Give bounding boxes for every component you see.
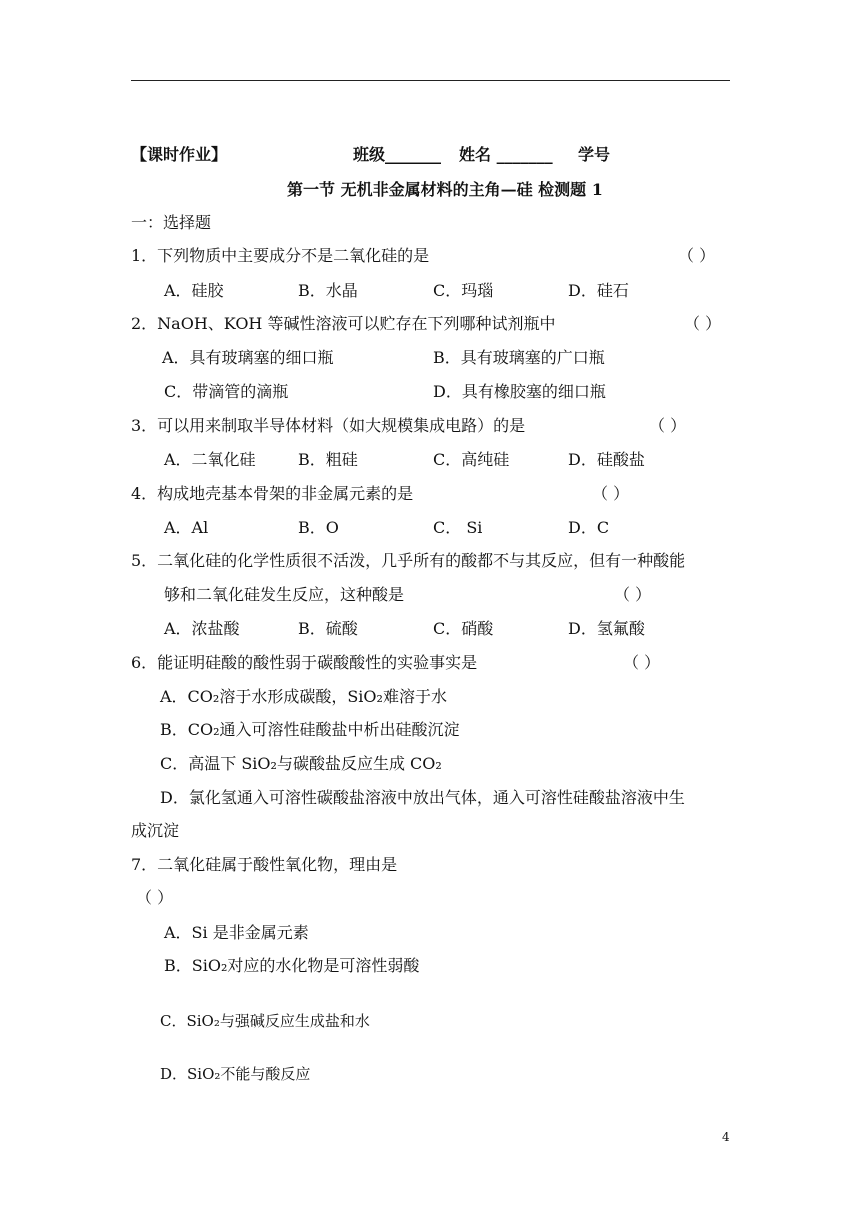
q6-option-a: A．CO₂溶于水形成碳酸，SiO₂难溶于水 (160, 687, 447, 706)
question-7-stem: 7．二氧化硅属于酸性氧化物，理由是 (131, 855, 398, 874)
section-heading: 一：选择题 (131, 213, 212, 232)
q1-option-d: D．硅石 (568, 281, 629, 300)
page-number: 4 (722, 1130, 730, 1144)
question-1-stem: 1．下列物质中主要成分不是二氧化硅的是 (131, 246, 430, 265)
answer-bracket: （ ） (678, 246, 716, 265)
q3-option-b: B．粗硅 (298, 450, 358, 469)
q4-option-c: C． Si (433, 518, 483, 537)
name-field: 姓名 _______ (459, 145, 553, 164)
q4-option-a: A．Al (164, 518, 209, 537)
q2-option-a: A．具有玻璃塞的细口瓶 (162, 348, 334, 367)
q3-option-a: A．二氧化硅 (164, 450, 256, 469)
q5-option-b: B．硫酸 (298, 619, 358, 638)
answer-bracket: （ ） (592, 484, 630, 503)
q6-option-c: C．高温下 SiO₂与碳酸盐反应生成 CO₂ (160, 754, 442, 773)
answer-bracket: （ ） (649, 416, 687, 435)
question-6-stem: 6．能证明硅酸的酸性弱于碳酸酸性的实验事实是 (131, 653, 478, 672)
page-title: 第一节 无机非金属材料的主角—硅 检测题 1 (287, 180, 603, 199)
q7-option-a: A．Si 是非金属元素 (164, 923, 309, 942)
q7-option-d: D．SiO₂不能与酸反应 (160, 1065, 311, 1083)
q5-option-c: C．硝酸 (433, 619, 494, 638)
question-5-stem-cont: 够和二氧化硅发生反应，这种酸是 (164, 585, 405, 604)
q6-option-d: D．氯化氢通入可溶性碳酸盐溶液中放出气体，通入可溶性硅酸盐溶液中生 (160, 788, 685, 807)
question-3-stem: 3．可以用来制取半导体材料（如大规模集成电路）的是 (131, 416, 526, 435)
q5-option-a: A．浓盐酸 (164, 619, 240, 638)
q3-option-c: C．高纯硅 (433, 450, 510, 469)
class-field: 班级_______ (353, 145, 442, 164)
q1-option-b: B．水晶 (298, 281, 358, 300)
header-rule (131, 80, 730, 81)
q1-option-c: C．玛瑙 (433, 281, 494, 300)
q7-option-b: B．SiO₂对应的水化物是可溶性弱酸 (164, 956, 420, 975)
answer-bracket: （ ） (136, 888, 174, 907)
q2-option-b: B．具有玻璃塞的广口瓶 (433, 348, 605, 367)
q5-option-d: D．氢氟酸 (568, 619, 645, 638)
q6-option-b: B．CO₂通入可溶性硅酸盐中析出硅酸沉淀 (160, 720, 460, 739)
q2-option-c: C．带滴管的滴瓶 (164, 382, 289, 401)
answer-bracket: （ ） (623, 653, 661, 672)
q6-option-d-cont: 成沉淀 (131, 821, 180, 840)
q2-option-d: D．具有橡胶塞的细口瓶 (433, 382, 606, 401)
question-5-stem: 5．二氧化硅的化学性质很不活泼，几乎所有的酸都不与其反应，但有一种酸能 (131, 551, 686, 570)
answer-bracket: （ ） (614, 585, 652, 604)
answer-bracket: （ ） (684, 314, 722, 333)
assignment-tag: 【课时作业】 (131, 145, 228, 164)
question-4-stem: 4．构成地壳基本骨架的非金属元素的是 (131, 484, 414, 503)
q3-option-d: D．硅酸盐 (568, 450, 645, 469)
question-2-stem: 2．NaOH、KOH 等碱性溶液可以贮存在下列哪种试剂瓶中 (131, 314, 556, 333)
q4-option-d: D．C (568, 518, 610, 537)
q7-option-c: C．SiO₂与强碱反应生成盐和水 (160, 1012, 370, 1030)
q1-option-a: A．硅胶 (164, 281, 224, 300)
q4-option-b: B．O (298, 518, 339, 537)
student-id-field: 学号 (578, 145, 611, 164)
